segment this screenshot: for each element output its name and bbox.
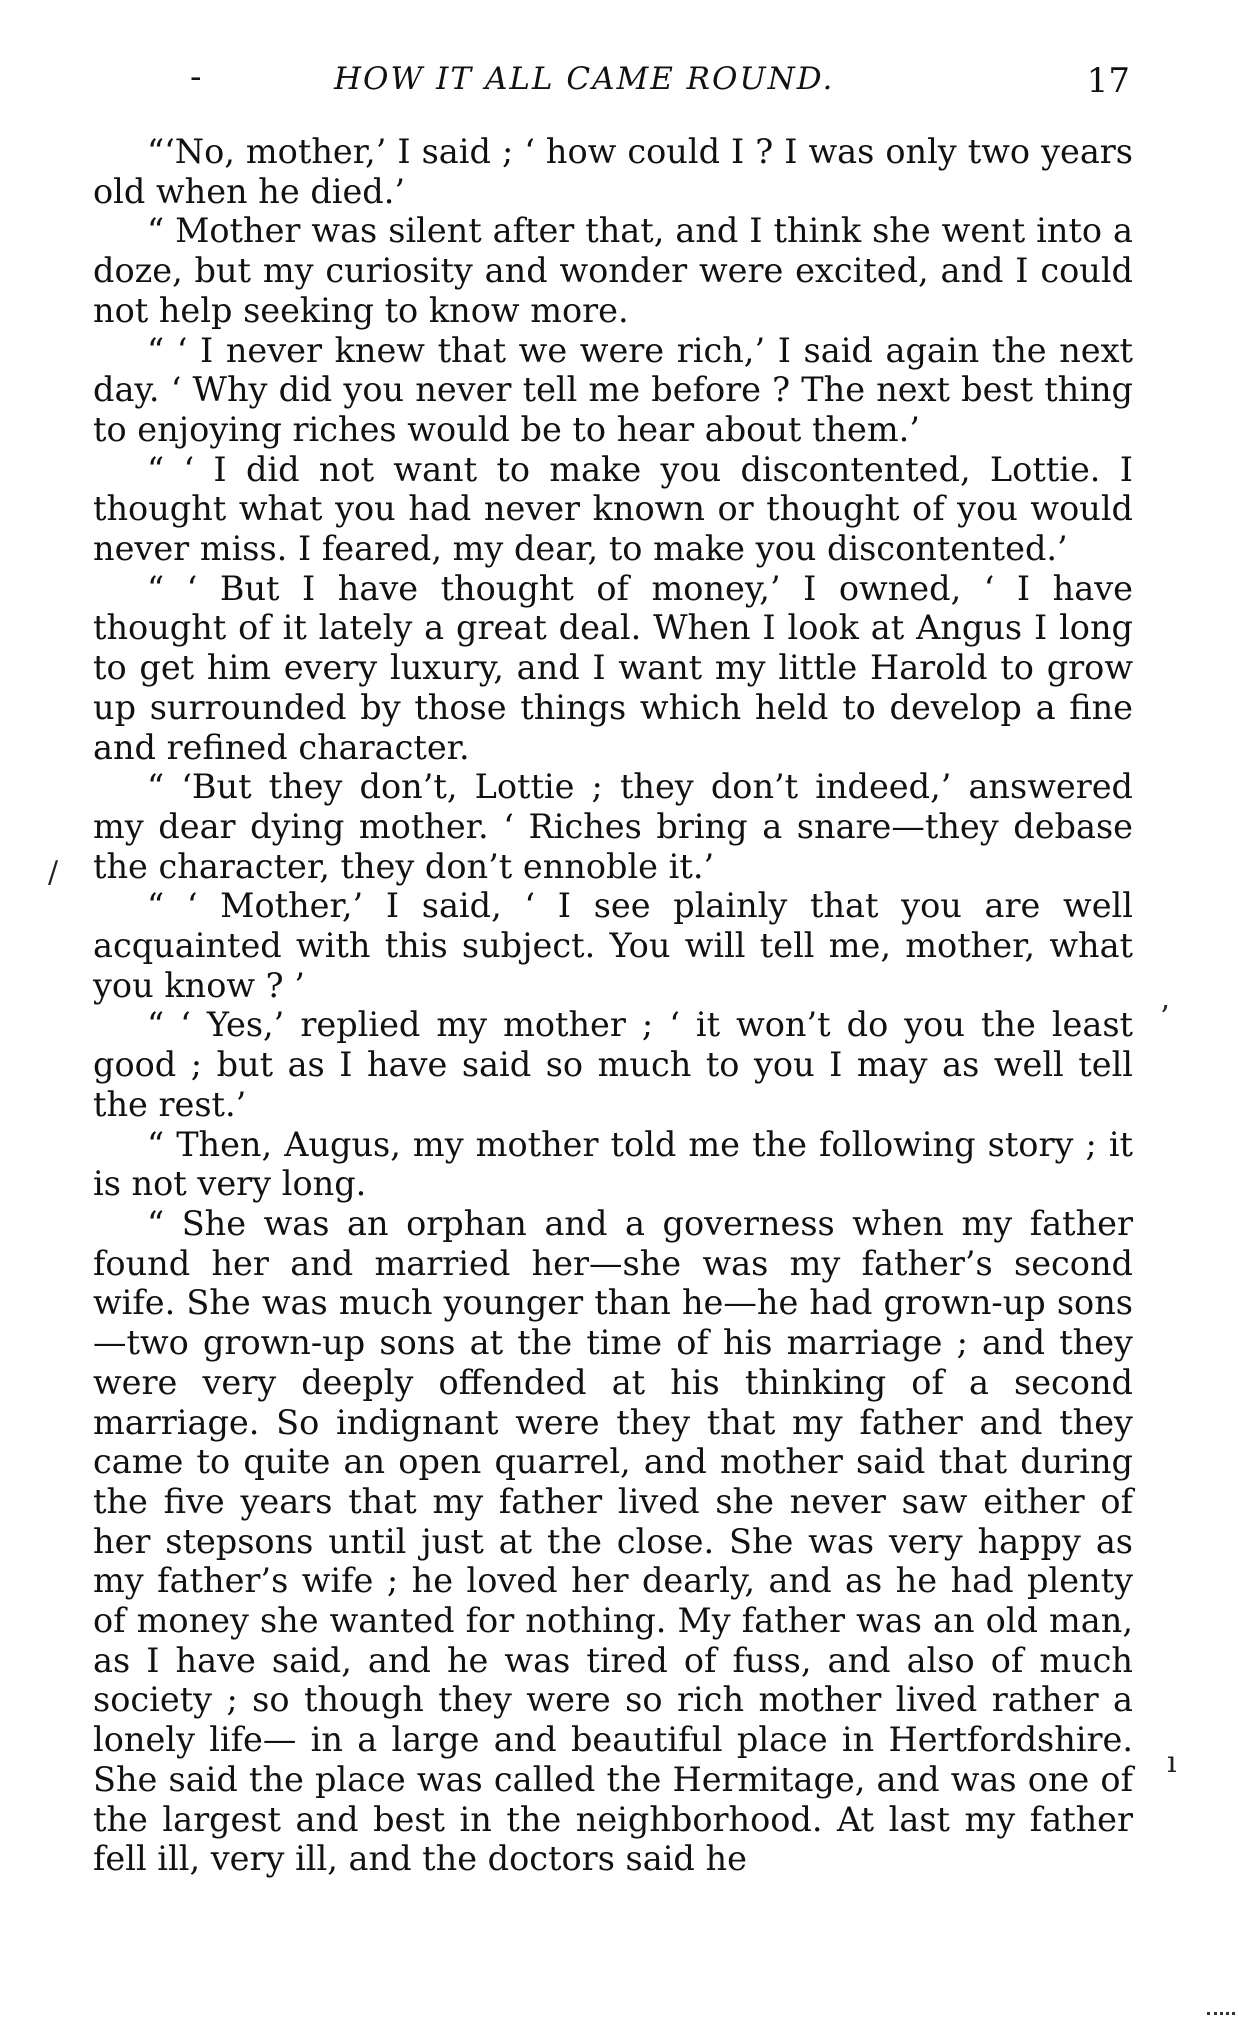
- running-title: HOW IT ALL CAME ROUND.: [334, 61, 835, 97]
- paragraph: “ She was an orphan and a governess when my father found her and married her—she was my father’s second wife. She was much younger than he—he had grown-up sons—two grown-up sons at the time of his marriage ; and they were very deeply offended at his thinking of a second marriage. So indignant were they that my father and they came to quite an open quarrel, and mother said that during the five years that my father lived she never saw either of her stepsons until just at the close. She was very happy as my father’s wife ; he loved her dearly, and as he had plenty of money she wanted for nothing. My father was an old man, as I have said, and he was tired of fuss, and also of much society ; so though they were so rich mother lived rather a lonely life— in a large and beautiful place in Hertfordshire. She said the place was called the Hermitage, and was one of the largest and best in the neighborhood. At last my father fell ill, very ill, and the doctors said he: [93, 1203, 1133, 1879]
- margin-mark-right: ’: [1160, 1000, 1170, 1035]
- paragraph: “ Then, Augus, my mother told me the following story ; it is not very long.: [93, 1124, 1133, 1204]
- page-number: 17: [1086, 61, 1130, 101]
- paragraph: “‘No, mother,’ I said ; ‘ how could I ? I was only two years old when he died.’: [93, 132, 1133, 211]
- paragraph: “ Mother was silent after that, and I think she went into a doze, but my curiosity and wonder were excited, and I could not help seeking to know more.: [93, 211, 1133, 330]
- running-head: [90, 58, 1130, 108]
- paragraph: “ ‘ Mother,’ I said, ‘ I see plainly that you are well acquainted with this subject. You will tell me, mother, what you know ? ’: [93, 886, 1133, 1005]
- header-marker: -: [190, 57, 202, 97]
- paragraph: “ ‘ But I have thought of money,’ I owned, ‘ I have thought of it lately a great deal. When I look at Angus I long to get him every luxury, and I want my little Harold to grow up surrounded by those things which held to develop a fine and refined character.: [93, 568, 1133, 767]
- margin-mark-right: ı: [1167, 1745, 1177, 1780]
- body-text: [93, 132, 1133, 1879]
- paragraph: “ ‘ I never knew that we were rich,’ I said again the next day. ‘ Why did you never tell me before ? The next best thing to enjoying riches would be to hear about them.’: [93, 330, 1133, 449]
- margin-mark-left: /: [48, 855, 59, 890]
- scan-artifact: [1207, 2012, 1235, 2019]
- paragraph: “ ‘But they don’t, Lottie ; they don’t indeed,’ answered my dear dying mother. ‘ Riches bring a snare—they debase the character, they don’t ennoble it.’: [93, 767, 1133, 886]
- paragraph: “ ‘ Yes,’ replied my mother ; ‘ it won’t do you the least good ; but as I have said so much to you I may as well tell the rest.’: [93, 1005, 1133, 1124]
- paragraph: “ ‘ I did not want to make you discontented, Lottie. I thought what you had never known or thought of you would never miss. I feared, my dear, to make you discontented.’: [93, 449, 1133, 569]
